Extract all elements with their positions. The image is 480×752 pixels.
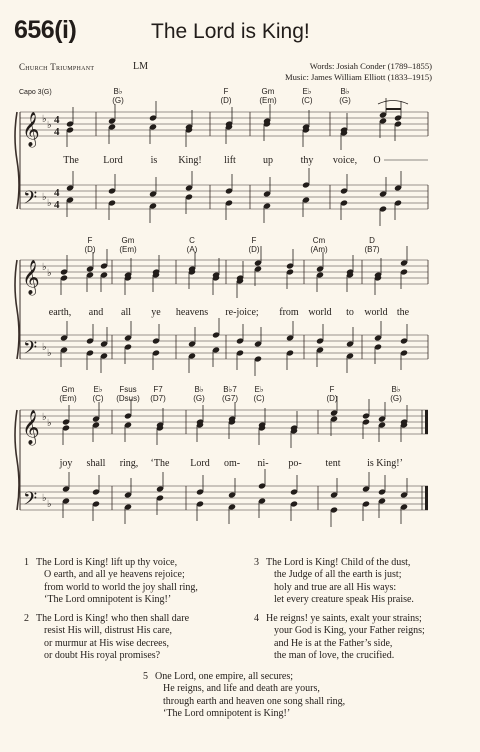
verse-line: or doubt His royal promises? xyxy=(44,649,161,661)
treble-clef: 𝄞 xyxy=(22,410,40,445)
chord-symbol: B♭ xyxy=(194,385,204,394)
verse-number: 2 xyxy=(24,613,29,624)
tie xyxy=(378,101,408,105)
chord-symbol: F xyxy=(223,87,229,96)
chord-capo-symbol: (G7) xyxy=(222,394,238,403)
lyric-syllable: thy xyxy=(300,155,314,166)
verse-number: 5 xyxy=(143,671,148,682)
flat-sign: ♭ xyxy=(47,499,52,510)
chord-capo-symbol: (D) xyxy=(84,245,96,254)
lyric-syllable: from xyxy=(279,307,299,318)
meter: LM xyxy=(133,61,148,72)
system-bracket xyxy=(15,112,19,209)
flat-sign: ♭ xyxy=(42,493,47,504)
lyric-syllable: voice, xyxy=(332,155,358,166)
verse-line: The Lord is King! who then shall dare xyxy=(36,613,190,624)
music-system xyxy=(15,236,428,376)
lyric-syllable: ye xyxy=(151,307,161,318)
chord-symbol: Gm xyxy=(61,385,75,394)
bass-clef: 𝄢 xyxy=(23,489,38,514)
lyric-syllable: Lord xyxy=(103,155,123,166)
verse-2 xyxy=(24,613,190,662)
verse-line: resist His will, distrust His care, xyxy=(44,625,173,637)
chord-capo-symbol: (C) xyxy=(253,394,265,403)
chord-capo-symbol: (D) xyxy=(220,96,232,105)
chord-symbol: B♭7 xyxy=(223,385,237,394)
lyric-syllable: world xyxy=(308,307,332,318)
verse-line: One Lord, one empire, all secures; xyxy=(155,671,294,682)
chord-capo-symbol: (Em) xyxy=(59,394,77,403)
chord-capo-symbol: (D) xyxy=(248,245,260,254)
chord-capo-symbol: (Em) xyxy=(259,96,277,105)
verse-line: the Judge of all the earth is just; xyxy=(274,569,402,581)
chord-capo-symbol: (G) xyxy=(390,394,402,403)
lyric-syllable: The xyxy=(63,155,79,166)
lyric-syllable: shall xyxy=(86,458,106,469)
lyric-syllable: King! xyxy=(178,155,202,166)
treble-clef: 𝄞 xyxy=(22,112,40,147)
chord-capo-symbol: (Am) xyxy=(310,245,328,254)
verse-line: your God is King, your Father reigns; xyxy=(274,625,425,637)
verse-line: the man of love, the crucified. xyxy=(274,649,395,661)
chord-symbol: D xyxy=(369,236,375,245)
time-signature: 4 xyxy=(54,187,60,199)
bass-clef: 𝄢 xyxy=(23,188,38,213)
chord-capo-symbol: (D7) xyxy=(150,394,166,403)
verse-number: 1 xyxy=(24,557,29,568)
chord-capo-symbol: (D) xyxy=(326,394,338,403)
chord-capo-symbol: (Dsus) xyxy=(116,394,140,403)
chord-symbol: F7 xyxy=(153,385,163,394)
flat-sign: ♭ xyxy=(42,114,47,125)
lyric-syllable: joy xyxy=(59,458,73,469)
system-bracket xyxy=(15,260,19,359)
verse-3 xyxy=(254,557,414,606)
lyric-syllable: all xyxy=(121,307,131,318)
chord-symbol: E♭ xyxy=(254,385,264,394)
lyric-syllable: Lord xyxy=(190,458,210,469)
final-barline xyxy=(425,486,428,510)
chord-symbol: B♭ xyxy=(340,87,350,96)
chord-symbol: E♭ xyxy=(302,87,312,96)
lyric-syllable: and xyxy=(88,307,104,318)
verse-1 xyxy=(24,557,198,606)
chord-symbol: E♭ xyxy=(93,385,103,394)
chord-capo-symbol: (C) xyxy=(92,394,104,403)
lyric-syllable: po- xyxy=(288,458,302,469)
lyric-syllable: up xyxy=(263,155,273,166)
flat-sign: ♭ xyxy=(47,348,52,359)
flat-sign: ♭ xyxy=(47,120,52,131)
verse-line: let every creature speak His praise. xyxy=(274,593,414,605)
tune-name: Church Triumphant xyxy=(19,62,95,72)
chord-symbol: F xyxy=(87,236,93,245)
flat-sign: ♭ xyxy=(42,412,47,423)
system-bracket xyxy=(15,410,19,510)
verse-line: ‘The Lord omnipotent is King!’ xyxy=(163,707,291,719)
verse-line: holy and true are all His ways: xyxy=(274,581,397,593)
verse-number: 3 xyxy=(254,557,259,568)
lyric-syllable: to xyxy=(346,307,354,318)
bass-clef: 𝄢 xyxy=(23,338,38,363)
chord-symbol: B♭ xyxy=(391,385,401,394)
verse-line: ‘The Lord omnipotent is King!’ xyxy=(44,593,172,605)
hymn-number: 656(i) xyxy=(14,16,77,44)
lyric-syllable: tent xyxy=(325,458,341,469)
chord-symbol: C xyxy=(189,236,195,245)
flat-sign: ♭ xyxy=(47,198,52,209)
chord-capo-symbol: (A) xyxy=(186,245,198,254)
hymn-title: The Lord is King! xyxy=(151,20,310,43)
chord-symbol: F xyxy=(329,385,335,394)
verse-line: from world to world the joy shall ring, xyxy=(44,581,198,593)
flat-sign: ♭ xyxy=(47,418,52,429)
final-barline xyxy=(425,410,428,434)
lyric-syllable: is xyxy=(150,155,158,166)
verse-line: and He is at the Father’s side, xyxy=(274,637,393,649)
chord-capo-symbol: (G) xyxy=(339,96,351,105)
verse-line: O earth, and all ye heavens rejoice; xyxy=(44,569,185,581)
lyric-syllable: re-joice; xyxy=(225,307,259,318)
flat-sign: ♭ xyxy=(42,192,47,203)
verse-line: The Lord is King! Child of the dust, xyxy=(266,557,411,568)
lyric-syllable: the xyxy=(396,307,410,318)
time-signature: 4 xyxy=(54,199,60,211)
capo-indicator: Capo 3(G) xyxy=(19,89,52,96)
lyric-syllable: world xyxy=(364,307,388,318)
time-signature: 4 xyxy=(54,126,60,138)
verse-line: or murmur at His wise decrees, xyxy=(44,637,169,649)
verse-line: The Lord is King! lift up thy voice, xyxy=(36,557,178,568)
chord-symbol: B♭ xyxy=(113,87,123,96)
lyric-syllable: earth, xyxy=(48,307,72,318)
chord-symbol: Cm xyxy=(312,236,326,245)
chord-capo-symbol: (B7) xyxy=(364,245,380,254)
flat-sign: ♭ xyxy=(42,342,47,353)
flat-sign: ♭ xyxy=(47,268,52,279)
music-system xyxy=(15,87,428,226)
chord-symbol: Gm xyxy=(261,87,275,96)
chord-capo-symbol: (G) xyxy=(112,96,124,105)
time-signature: 4 xyxy=(54,114,60,126)
verse-line: He reigns! ye saints, exalt your strains; xyxy=(266,613,422,624)
verse-number: 4 xyxy=(254,613,259,624)
lyric-syllable: heavens xyxy=(175,307,209,318)
chord-symbol: F xyxy=(251,236,257,245)
words-credit: Words: Josiah Conder (1789–1855) xyxy=(309,61,432,71)
chord-symbol: Fsus xyxy=(119,385,137,394)
verse-4 xyxy=(254,613,425,662)
treble-clef: 𝄞 xyxy=(22,260,40,295)
chord-symbol: Gm xyxy=(121,236,135,245)
music-system xyxy=(15,385,428,527)
lyric-syllable: lift xyxy=(224,155,236,166)
music-credit: Music: James William Elliott (1833–1915) xyxy=(284,72,432,82)
lyric-syllable: ring, xyxy=(119,458,139,469)
verse-line: through earth and heaven one song shall ring, xyxy=(163,695,346,707)
verse-5 xyxy=(143,671,346,720)
lyric-syllable: ‘The xyxy=(150,458,170,469)
flat-sign: ♭ xyxy=(42,262,47,273)
lyric-syllable: O xyxy=(373,155,381,166)
lyric-syllable: om- xyxy=(223,458,241,469)
lyric-syllable: ni- xyxy=(257,458,269,469)
lyric-syllable: is King!’ xyxy=(367,458,403,469)
chord-capo-symbol: (C) xyxy=(301,96,313,105)
chord-capo-symbol: (Em) xyxy=(119,245,137,254)
verse-line: He reigns, and life and death are yours, xyxy=(163,683,320,695)
chord-capo-symbol: (G) xyxy=(193,394,205,403)
